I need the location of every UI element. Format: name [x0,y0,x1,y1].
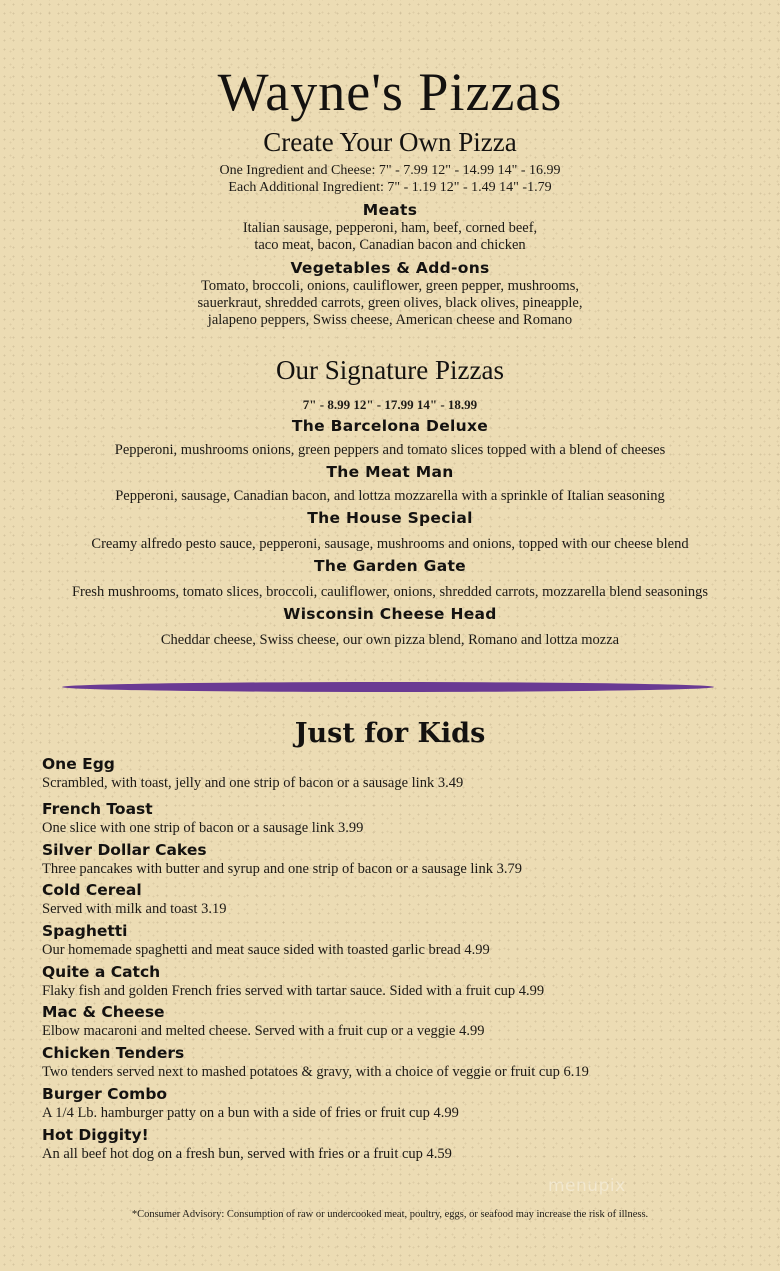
signature-item-desc: Fresh mushrooms, tomato slices, broccoli, cauliflower, onions, shredded carrots, mozzarella blend seasonings [71,584,709,600]
signature-title: Our Signature Pizzas [276,355,504,385]
signature-prices: 7" - 8.99 12" - 17.99 14" - 18.99 [302,397,478,412]
watermark: menupix [548,1176,626,1196]
kids-item-desc: Served with milk and toast 3.19 [42,901,227,917]
kids-title: Just for Kids [294,718,486,749]
cyo-price-line-1: One Ingredient and Cheese: 7" - 7.99 12" - 14.99 14" - 16.99 [219,163,561,178]
kids-item-name: Cold Cereal [42,881,142,899]
vegetables-line-1: Tomato, broccoli, onions, cauliflower, green pepper, mushrooms, [201,278,579,294]
kids-menu-item [42,922,742,959]
kids-item-name: Silver Dollar Cakes [42,841,207,859]
kids-item-desc: Our homemade spaghetti and meat sauce sided with toasted garlic bread 4.99 [42,942,490,958]
meats-line-2: taco meat, bacon, Canadian bacon and chicken [254,237,526,253]
kids-item-name: Hot Diggity! [42,1126,149,1144]
kids-item-desc: Flaky fish and golden French fries served with tartar sauce. Sided with a fruit cup 4.99 [42,983,545,999]
kids-item-name: Mac & Cheese [42,1003,165,1021]
kids-item-desc: Scrambled, with toast, jelly and one strip of bacon or a sausage link 3.49 [42,775,464,791]
kids-menu-item [42,755,742,792]
kids-item-desc: One slice with one strip of bacon or a sausage link 3.99 [42,820,364,836]
signature-item-name: The House Special [307,509,473,527]
signature-item-name: The Barcelona Deluxe [291,417,489,435]
kids-item-name: Spaghetti [42,922,128,940]
kids-item-desc: Elbow macaroni and melted cheese. Served with a fruit cup or a veggie 4.99 [42,1023,485,1039]
signature-item-desc: Pepperoni, mushrooms onions, green peppers and tomato slices topped with a blend of cheeses [114,442,666,458]
kids-menu-item [42,1126,742,1163]
kids-item-name: Chicken Tenders [42,1044,185,1062]
cyo-price-line-2: Each Additional Ingredient: 7" - 1.19 12" - 1.49 14" -1.79 [228,180,552,195]
create-your-own-title: Create Your Own Pizza [263,127,517,157]
vegetables-line-2: sauerkraut, shredded carrots, green olives, black olives, pineapple, [197,295,583,311]
signature-item-name: The Garden Gate [314,557,466,575]
kids-menu-item [42,1003,742,1040]
section-divider [62,682,714,692]
vegetables-heading: Vegetables & Add-ons [290,259,490,277]
kids-menu-item [42,800,742,837]
kids-item-name: Quite a Catch [42,963,161,981]
kids-item-desc: Three pancakes with butter and syrup and one strip of bacon or a sausage link 3.79 [42,861,522,877]
kids-item-desc: A 1/4 Lb. hamburger patty on a bun with a side of fries or fruit cup 4.99 [42,1105,459,1121]
consumer-advisory: *Consumer Advisory: Consumption of raw or undercooked meat, poultry, eggs, or seafood may increase the risk of illness. [131,1209,649,1220]
kids-item-name: French Toast [42,800,153,818]
vegetables-line-3: jalapeno peppers, Swiss cheese, American cheese and Romano [207,312,573,328]
restaurant-title: Wayne's Pizzas [217,62,563,122]
kids-item-desc: Two tenders served next to mashed potatoes & gravy, with a choice of veggie or fruit cup 6.19 [42,1064,589,1080]
signature-item-desc: Cheddar cheese, Swiss cheese, our own pizza blend, Romano and lottza mozza [160,632,620,648]
meats-line-1: Italian sausage, pepperoni, ham, beef, corned beef, [242,220,538,236]
kids-item-name: One Egg [42,755,115,773]
signature-item-name: The Meat Man [326,463,454,481]
kids-menu-item [42,1085,742,1122]
kids-item-name: Burger Combo [42,1085,168,1103]
signature-item-name: Wisconsin Cheese Head [283,605,497,623]
kids-menu-item [42,963,742,1000]
kids-menu-item [42,881,742,918]
signature-item-desc: Pepperoni, sausage, Canadian bacon, and lottza mozzarella with a sprinkle of Italian seasoning [115,488,665,504]
kids-menu-item [42,1044,742,1081]
meats-heading: Meats [362,201,418,219]
kids-item-desc: An all beef hot dog on a fresh bun, served with fries or a fruit cup 4.59 [42,1146,452,1162]
signature-item-desc: Creamy alfredo pesto sauce, pepperoni, sausage, mushrooms and onions, topped with our cheese blend [91,536,689,552]
kids-menu-item [42,841,742,878]
